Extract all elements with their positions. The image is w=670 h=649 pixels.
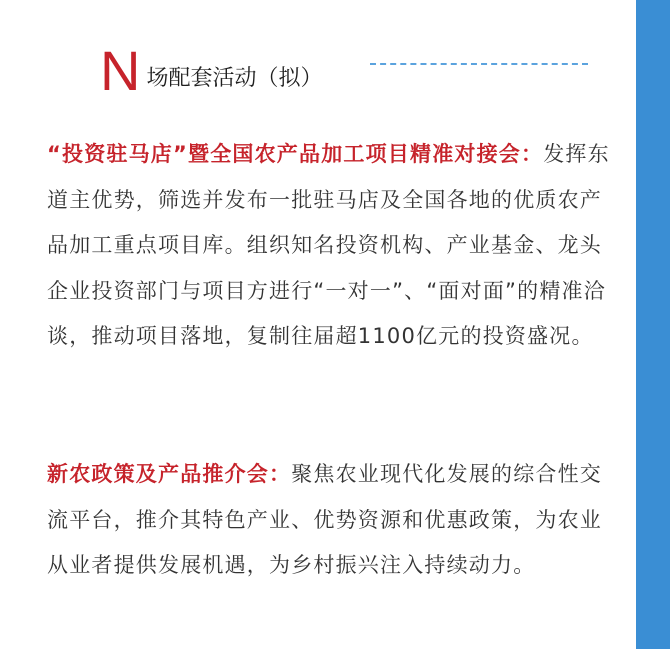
header-letter: N: [100, 39, 141, 102]
right-side-bar: [636, 0, 670, 649]
section-header: [100, 38, 323, 102]
paragraph-highlight: “投资驻马店”暨全国农产品加工项目精准对接会：: [47, 142, 544, 166]
paragraph-investment-matchmaking: [47, 132, 617, 360]
header-title: 场配套活动（拟）: [146, 66, 323, 91]
paragraph-highlight: 新农政策及产品推介会：: [47, 462, 292, 486]
paragraph-body: 聚焦农业现代化发展的综合性交流平台，推介其特色产业、优势资源和优惠政策，为农业从业者提供发展机遇，为乡村振兴注入持续动力。: [47, 462, 603, 578]
header-dashed-rule: [370, 63, 588, 65]
paragraph-body: 发挥东道主优势，筛选并发布一批驻马店及全国各地的优质农产品加工重点项目库。组织知名投资机构、产业基金、龙头企业投资部门与项目方进行“一对一”、“面对面”的精准洽谈，推动项目落地，复制往届超1100亿元的投资盛况。: [47, 142, 610, 349]
paragraph-policy-promotion: [47, 452, 617, 589]
